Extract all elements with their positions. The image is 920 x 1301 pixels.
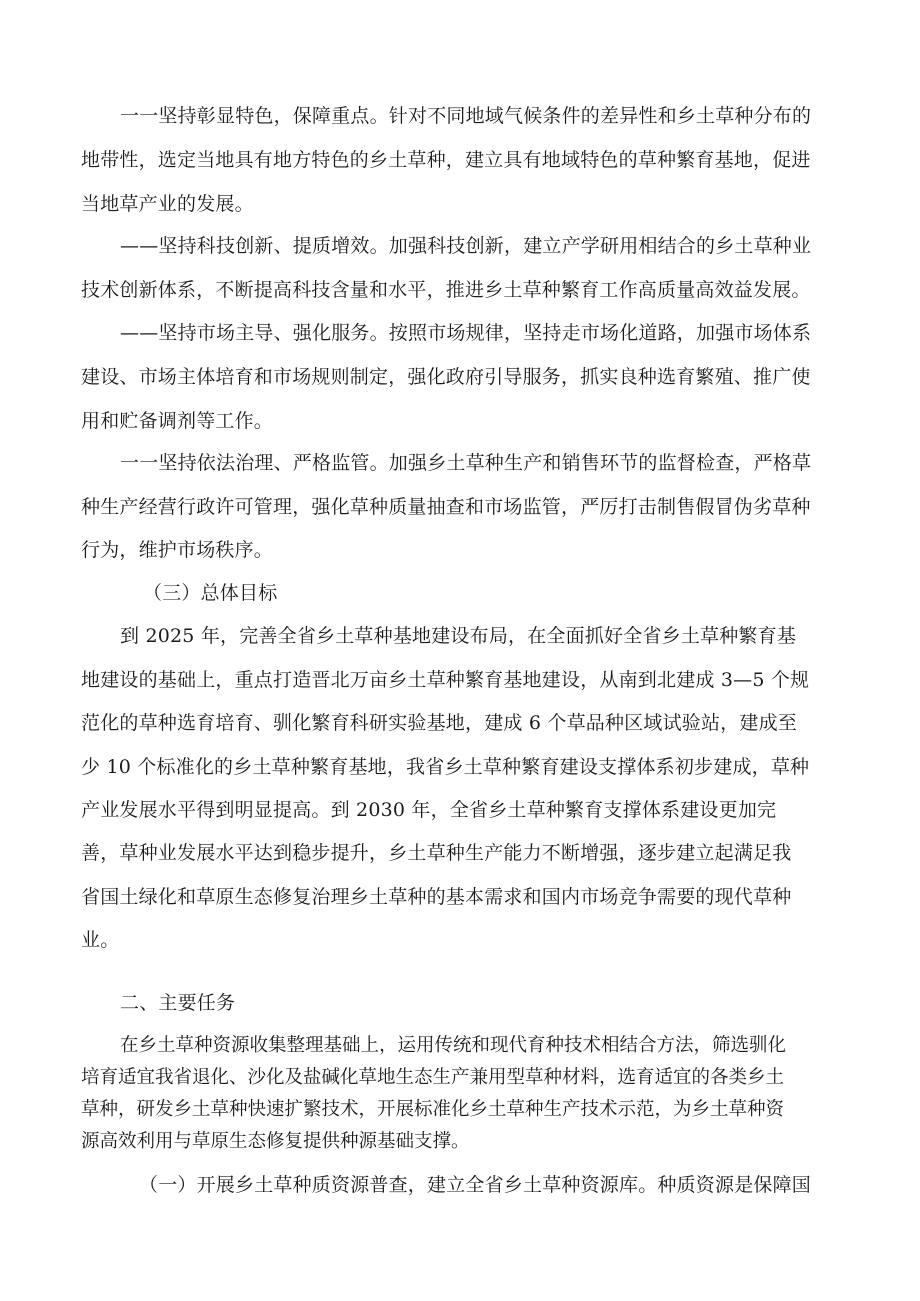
text-line: 业。 [81,929,120,951]
text-line: 一一坚持彰显特色，保障重点。针对不同地域气候条件的差异性和乡土草种分布的 [120,105,812,127]
text-line: 种生产经营行政许可管理，强化草种质量抽查和市场监管，严厉打击制售假冒伪劣草种 [81,496,811,518]
text-line: ——坚持市场主导、强化服务。按照市场规律，坚持走市场化道路，加强市场体系 [120,322,812,344]
text-line: 地建设的基础上，重点打造晋北万亩乡土草种繁育基地建设，从南到北建成 3—5 个规 [81,669,810,691]
text-line: 范化的草种选育培育、驯化繁育科研实验基地，建成 6 个草品种区域试验站，建成至 [81,712,797,734]
text-line: 少 10 个标准化的乡土草种繁育基地，我省乡土草种繁育建设支撑体系初步建成，草种 [81,756,810,778]
text-line: 用和贮备调剂等工作。 [81,410,274,432]
text-line: ——坚持科技创新、提质增效。加强科技创新，建立产学研用相结合的乡土草种业 [120,235,812,257]
text-line: 技术创新体系，不断提高科技含量和水平，推进乡土草种繁育工作高质量高效益发展。 [81,279,811,301]
text-line: 在乡土草种资源收集整理基础上，运用传统和现代育种技术相结合方法，筛选驯化 [120,1035,787,1056]
text-line: 到 2025 年，完善全省乡土草种基地建设布局，在全面抓好全省乡土草种繁育基 [120,625,797,647]
text-line: 产业发展水平得到明显提高。到 2030 年，全省乡土草种繁育支撑体系建设更加完 [81,799,777,821]
text-line: 一一坚持依法治理、严格监管。加强乡土草种生产和销售环节的监督检查，严格草 [120,452,812,474]
text-line: 草种，研发乡土草种快速扩繁技术，开展标准化乡土草种生产技术示范，为乡土草种资 [81,1099,785,1120]
text-line: 培育适宜我省退化、沙化及盐碱化草地生态生产兼用型草种材料，选育适宜的各类乡土 [81,1067,785,1088]
text-line: 当地草产业的发展。 [81,193,254,215]
text-line: 善，草种业发展水平达到稳步提升，乡土草种生产能力不断增强，逐步建立起满足我 [81,842,792,864]
section-heading: （三）总体目标 [143,582,278,604]
section-heading: 二、主要任务 [120,992,236,1014]
text-line: 源高效利用与草原生态修复提供种源基础支撑。 [81,1131,470,1152]
text-line: 建设、市场主体培育和市场规则制定，强化政府引导服务，抓实良种选育繁殖、推广使 [81,366,811,388]
text-line: （一）开展乡土草种质资源普查，建立全省乡土草种资源库。种质资源是保障国 [139,1174,812,1196]
text-line: 行为，维护市场秩序。 [81,539,274,561]
text-line: 地带性，选定当地具有地方特色的乡土草种，建立具有地域特色的草种繁育基地，促进 [81,149,811,171]
text-line: 省国土绿化和草原生态修复治理乡土草种的基本需求和国内市场竞争需要的现代草种 [81,886,792,908]
